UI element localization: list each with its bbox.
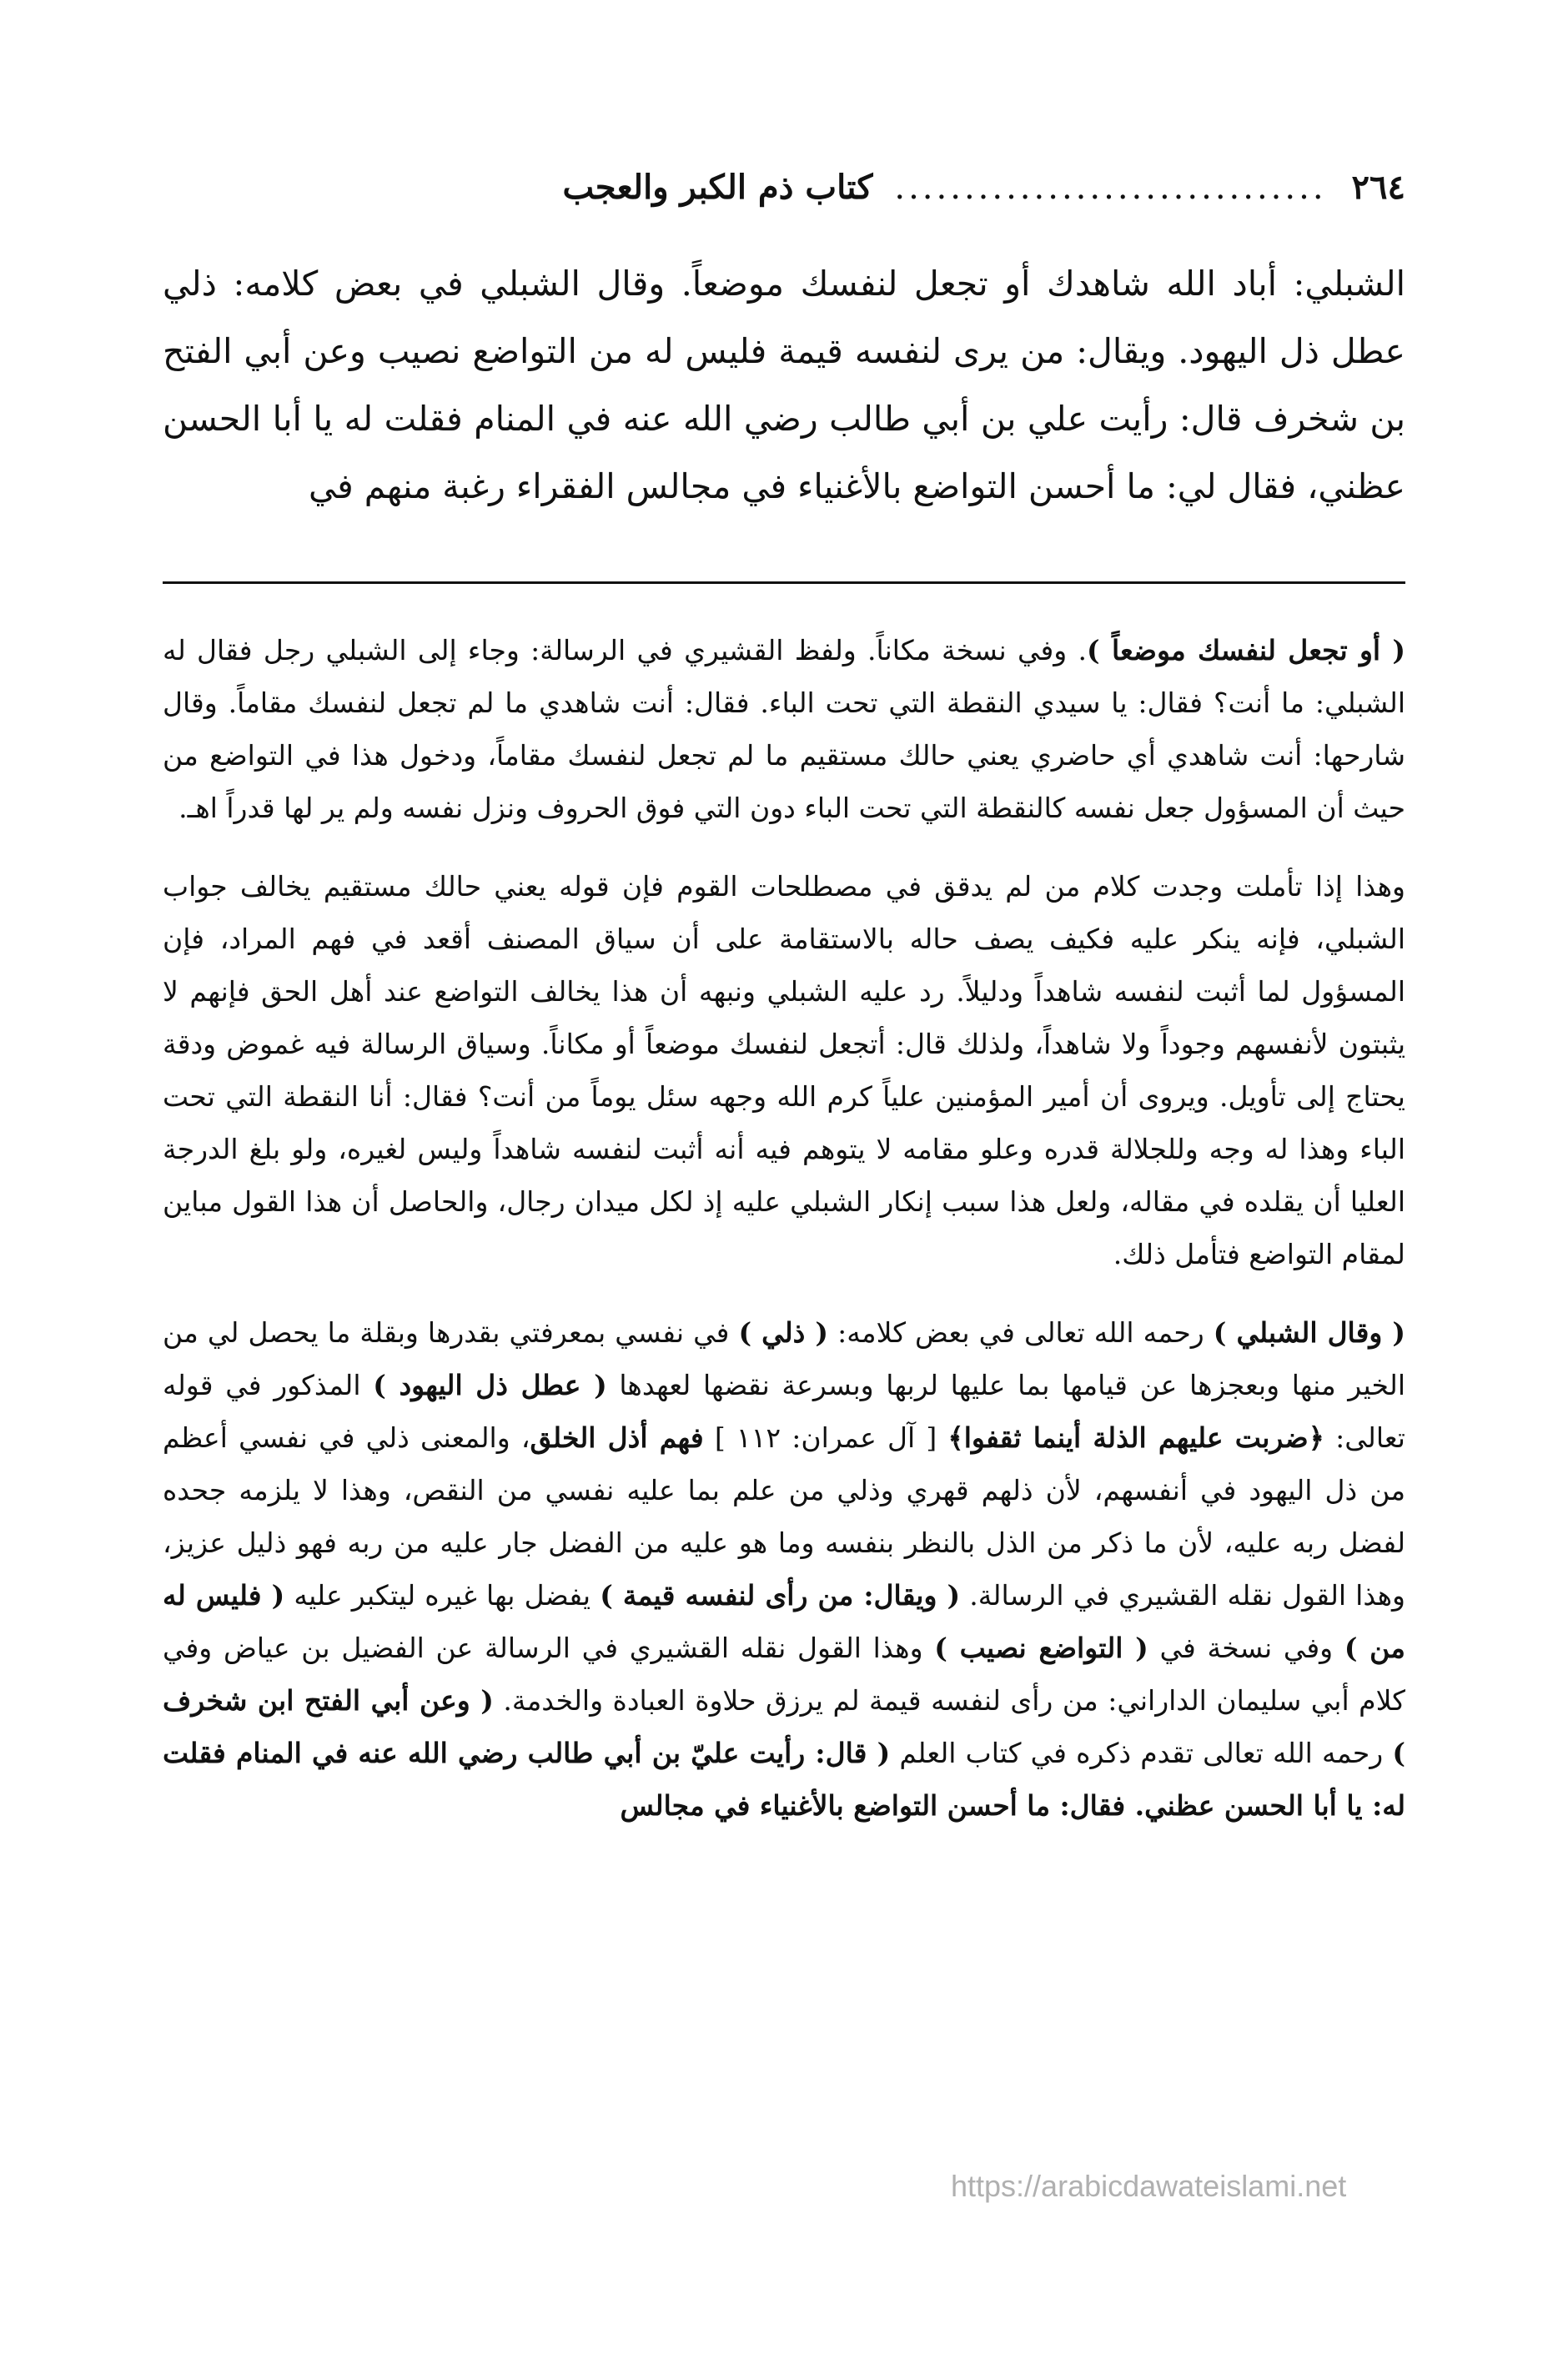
quoted-phrase: ( وعن أبي الفتح ابن شخرف ) (163, 1684, 1405, 1769)
commentary-text: يفضل بها غيره ليتكبر عليه (284, 1579, 601, 1612)
main-paragraph: الشبلي: أباد الله شاهدك أو تجعل لنفسك موضعاً. وقال الشبلي في بعض كلامه: ذلي عطل ذل اليهود. ويقال: من يرى لنفسه قيمة فليس له من التواضع نصيب وعن أبي الفتح بن شخرف قال: رأيت علي بن أبي طالب رضي الله عنه في المنام فقلت له يا أبا الحسن عظني، فقال لي: ما أحسن التواضع بالأغنياء في مجالس الفقراء رغبة منهم في (163, 264, 1405, 506)
commentary-text: في نفسي بمعرفتي بقدرها وبقلة ما يحصل لي من الخير منها وبعجزها عن قيامها بما عليها لربها وبسرعة نقضها لعهدها (163, 1316, 1405, 1401)
quran-verse: ﴿ضربت عليهم الذلة أينما ثقفوا﴾ (947, 1421, 1324, 1454)
commentary-text: وفي نسخة في (1148, 1632, 1344, 1664)
watermark-url: https://arabicdawateislami.net (951, 2169, 1347, 2203)
commentary-text: المذكور في قوله تعالى: (163, 1369, 1405, 1454)
page-number: ٢٦٤ (1351, 168, 1405, 207)
commentary-text: رحمه الله تعالى في بعض كلامه: (828, 1316, 1214, 1349)
commentary-paragraph-2: وهذا إذا تأملت وجدت كلام من لم يدقق في مصطلحات القوم فإن قوله يعني حالك مستقيم يخالف جواب الشبلي، فإنه ينكر عليه فكيف يصف حاله بالاستقامة على أن سياق المصنف أقعد في فهم المراد، فإن المسؤول لما أثبت لنفسه شاهداً ودليلاً. رد عليه الشبلي ونبهه أن هذا يخالف التواضع عند أهل الحق فإنهم لا يثبتون لأنفسهم وجوداً ولا شاهداً، ولذلك قال: أتجعل لنفسك موضعاً أو مكاناً. وسياق الرسالة فيه غموض ودقة يحتاج إلى تأويل. ويروى أن أمير المؤمنين علياً كرم الله وجهه سئل يوماً من أنت؟ فقال: أنا النقطة التي تحت الباء وهذا له وجه وللجلالة قدره وعلو مقامه لا يتوهم فيه أنه أثبت لنفسه شاهداً وليس لغيره، ولو بلغ الدرجة العليا أن يقلده في مقاله، ولعل هذا سبب إنكار الشبلي عليه إذ لكل ميدان رجال، والحاصل أن هذا القول مباين لمقام التواضع فتأمل ذلك. (163, 870, 1405, 1270)
main-text-block (163, 250, 1405, 521)
book-title: كتاب ذم الكبر والعجب (562, 168, 873, 207)
quoted-phrase: فهم أذل الخلق (530, 1421, 704, 1454)
commentary-block (163, 624, 1405, 1832)
quoted-phrase: ( قال: رأيت عليّ بن أبي طالب رضي الله عنه في المنام فقلت له: يا أبا الحسن عظني. فقال: ما أحسن التواضع بالأغنياء في مجالس (163, 1737, 1405, 1822)
quoted-phrase: ( أو تجعل لنفسك موضعاً ) (1087, 634, 1405, 666)
page-header (163, 148, 1405, 207)
verse-reference: [ آل عمران: ١١٢ ] (703, 1421, 948, 1454)
commentary-text: رحمه الله تعالى تقدم ذكره في كتاب العلم (890, 1737, 1393, 1769)
quoted-phrase: ( عطل ذل اليهود ) (373, 1369, 607, 1401)
quoted-phrase: ( ذلي ) (738, 1316, 829, 1349)
commentary-paragraph-1 (163, 624, 1405, 834)
commentary-text: . وفي نسخة مكاناً. ولفظ القشيري في الرسالة: وجاء إلى الشبلي رجل فقال له الشبلي: ما أنت؟ فقال: يا سيدي النقطة التي تحت الباء. فقال: أنت شاهدي ما لم تجعل لنفسك مقاماً. وقال شارحها: أنت شاهدي أي حاضري يعني حالك مستقيم ما لم تجعل لنفسك مقاماً، ودخول هذا في التواضع من حيث أن المسؤول جعل نفسه كالنقطة التي تحت الباء دون التي فوق الحروف ونزل نفسه ولم ير لها قدراً اهـ. (163, 634, 1405, 824)
quoted-phrase: ( التواضع نصيب ) (934, 1632, 1148, 1664)
quoted-phrase: ( ويقال: من رأى لنفسه قيمة ) (600, 1579, 961, 1612)
quoted-phrase: ( وقال الشبلي ) (1213, 1316, 1405, 1349)
header-leader-dots: ............................... (894, 168, 1327, 207)
commentary-text: ، والمعنى ذلي في نفسي أعظم من ذل اليهود في أنفسهم، لأن ذلهم قهري وذلي من علم بما عليه نفسي من النقص، وهذا لا يلزمه جحده لفضل ربه عليه، لأن ما ذكر من الذل بالنظر بنفسه وما هو عليه من الفضل جار عليه من ربه فهو ذليل عزيز، وهذا القول نقله القشيري في الرسالة. (163, 1421, 1405, 1612)
commentary-paragraph-3 (163, 1306, 1405, 1832)
commentary-text: وهذا القول نقله القشيري في الرسالة عن الفضيل بن عياض وفي كلام أبي سليمان الداراني: من رأى لنفسه قيمة لم يرزق حلاوة العبادة والخدمة. (163, 1632, 1406, 1717)
quoted-phrase: ( فليس له من ) (163, 1579, 1405, 1664)
footnote-divider (163, 581, 1405, 584)
